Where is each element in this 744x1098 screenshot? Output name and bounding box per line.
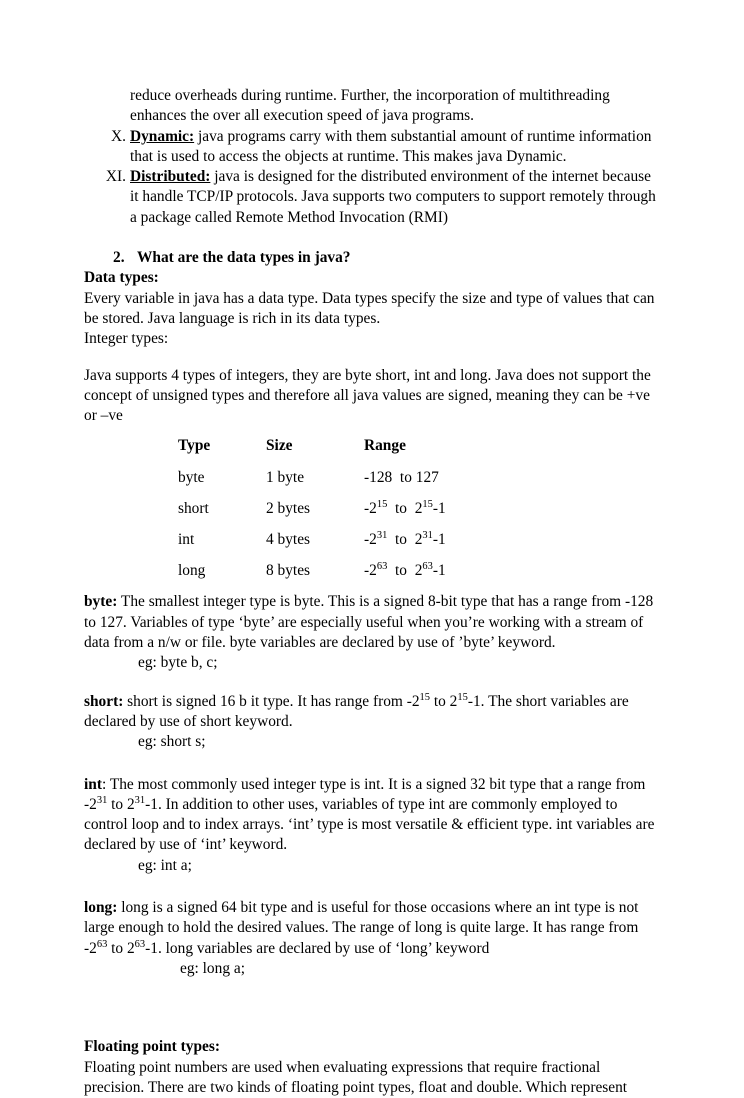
column-header-size: Size (266, 436, 364, 468)
range-neg: -2 (364, 531, 377, 548)
cell-range (364, 561, 446, 592)
range-pos: 2 (415, 531, 423, 548)
table-row (178, 468, 446, 499)
question-number: 2. (113, 248, 129, 268)
cell-size: 1 byte (266, 468, 364, 499)
range-neg-exponent: 15 (377, 499, 387, 510)
short-term: short: (84, 693, 123, 710)
java-features-list (84, 127, 662, 228)
data-types-table (178, 436, 446, 592)
int-section (84, 775, 662, 856)
range-pos: 2 (415, 500, 423, 517)
int-exponent-2: 31 (135, 795, 145, 806)
list-item (84, 167, 662, 228)
list-marker: X. (98, 127, 126, 147)
range-to: to (395, 500, 407, 517)
column-header-range: Range (364, 436, 446, 468)
list-marker: XI. (98, 167, 126, 187)
byte-example: eg: byte b, c; (84, 653, 662, 673)
int-example: eg: int a; (84, 856, 662, 876)
cell-type: int (178, 530, 266, 561)
long-exponent-1: 63 (97, 938, 107, 949)
range-neg: -2 (364, 562, 377, 579)
floating-point-text: Floating point numbers are used when evaluating expressions that require fractional precision. There are two kinds of floating point types, float and double. Which represent (84, 1058, 662, 1098)
table-header-row (178, 436, 446, 468)
cell-size: 4 bytes (266, 530, 364, 561)
range-pos: 2 (415, 562, 423, 579)
short-description-part3: -1. The short variables are declared by use of short keyword. (84, 693, 629, 730)
int-description-part3: -1. In addition to other uses, variables of type int are commonly employed to control loop and to index arrays. ‘int’ type is most versatile & efficient type. int variables are declared by use of ‘int’ keyword. (84, 796, 654, 854)
table-row (178, 561, 446, 592)
range-neg-exponent: 63 (377, 561, 387, 572)
cell-size: 2 bytes (266, 499, 364, 530)
short-exponent-1: 15 (420, 692, 430, 703)
cell-range (364, 468, 446, 499)
cell-type: long (178, 561, 266, 592)
data-types-intro: Every variable in java has a data type. Data types specify the size and type of values that can be stored. Java language is rich in its data types. (84, 289, 662, 330)
range-suffix: -1 (433, 531, 446, 548)
range-pos-exponent: 15 (422, 499, 432, 510)
range-pos-exponent: 63 (422, 561, 432, 572)
long-description-part2: to 2 (107, 940, 134, 957)
long-exponent-2: 63 (135, 938, 145, 949)
question-heading (84, 248, 662, 268)
table-row (178, 499, 446, 530)
short-description-part1: short is signed 16 b it type. It has range from -2 (123, 693, 419, 710)
feature-text: java is designed for the distributed environment of the internet because it handle TCP/IP protocols. Java supports two computers to support remotely through a package called Remote Method Invocation (RMI) (130, 168, 656, 226)
cell-range (364, 499, 446, 530)
continuation-paragraph (84, 86, 662, 127)
cell-range (364, 530, 446, 561)
range-to: to (395, 531, 407, 548)
cell-type: byte (178, 468, 266, 499)
short-description-part2: to 2 (430, 693, 457, 710)
byte-section (84, 592, 662, 653)
feature-term: Dynamic: (130, 128, 194, 145)
page-content (84, 86, 662, 1098)
data-types-heading: Data types: (84, 268, 662, 288)
range-pos: 127 (416, 469, 439, 486)
continuation-line-2: enhances the over all execution speed of java programs. (130, 106, 662, 126)
feature-text: java programs carry with them substantial amount of runtime information that is used to access the objects at runtime. This makes java Dynamic. (130, 128, 651, 165)
short-section (84, 692, 662, 733)
long-example: eg: long a; (84, 959, 662, 979)
long-description-part3: -1. long variables are declared by use of ‘long’ keyword (145, 940, 489, 957)
range-to: to (395, 562, 407, 579)
cell-type: short (178, 499, 266, 530)
short-exponent-2: 15 (457, 692, 467, 703)
range-suffix: -1 (433, 562, 446, 579)
byte-term: byte: (84, 593, 117, 610)
feature-term: Distributed: (130, 168, 210, 185)
short-example: eg: short s; (84, 732, 662, 752)
continuation-line-1: reduce overheads during runtime. Further, the incorporation of multithreading (130, 86, 662, 106)
long-description-part1: long is a signed 64 bit type and is useful for those occasions where an int type is not large enough to hold the desired values. The range of long is quite large. It has range from -2 (84, 899, 638, 957)
int-exponent-1: 31 (97, 795, 107, 806)
question-text: What are the data types in java? (137, 249, 350, 266)
long-section (84, 898, 662, 959)
range-neg: -2 (364, 500, 377, 517)
byte-description: The smallest integer type is byte. This is a signed 8-bit type that has a range from -128 to 127. Variables of type ‘byte’ are especially useful when you’re working with a stream of data from a n/w or file. byte variables are declared by use of ’byte’ keyword. (84, 593, 653, 651)
integer-types-heading: Integer types: (84, 329, 662, 349)
int-description-part1: : The most commonly used integer type is int. It is a signed 32 bit type that a range from -2 (84, 776, 645, 813)
column-header-type: Type (178, 436, 266, 468)
cell-size: 8 bytes (266, 561, 364, 592)
range-pos-exponent: 31 (422, 530, 432, 541)
range-neg: -128 (364, 469, 392, 486)
floating-point-heading: Floating point types: (84, 1037, 662, 1057)
int-term: int (84, 776, 102, 793)
range-neg-exponent: 31 (377, 530, 387, 541)
range-suffix: -1 (433, 500, 446, 517)
long-term: long: (84, 899, 117, 916)
table-row (178, 530, 446, 561)
integer-types-intro: Java supports 4 types of integers, they are byte short, int and long. Java does not support the concept of unsigned types and therefore all java values are signed, meaning they can be +ve or –ve (84, 366, 662, 427)
list-item (84, 127, 662, 168)
range-to: to (400, 469, 412, 486)
int-description-part2: to 2 (107, 796, 134, 813)
